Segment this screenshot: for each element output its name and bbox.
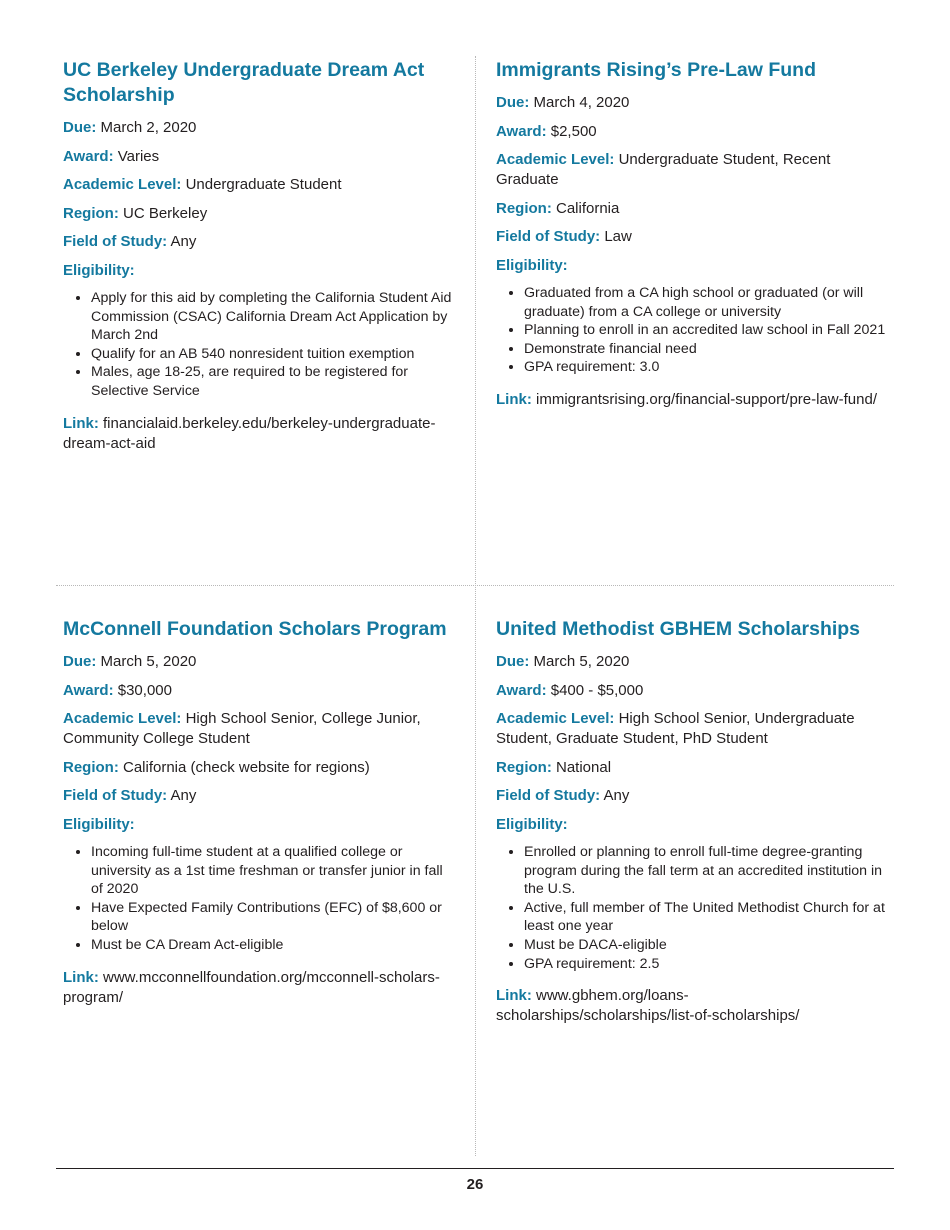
due-value: March 2, 2020 [100, 119, 197, 136]
region-field [496, 758, 886, 778]
region-label: Region: [63, 758, 119, 776]
eligibility-heading [496, 815, 886, 835]
footer-rule [56, 1168, 894, 1169]
eligibility-label: Eligibility: [496, 815, 568, 833]
academic-level-value: High School Senior, College Junior, Community College Student [63, 710, 421, 747]
eligibility-item: • Apply for this aid by completing the California Student Aid Commission (CSAC) California Dream Act Application by March 2nd [91, 289, 453, 345]
award-field [496, 122, 886, 142]
field-of-study-label: Field of Study: [496, 787, 601, 804]
eligibility-list [496, 284, 886, 377]
scholarship-title: McConnell Foundation Scholars Program [63, 618, 447, 640]
academic-level-label: Academic Level: [63, 710, 182, 727]
eligibility-label: Eligibility: [63, 261, 135, 279]
field-of-study-value: Law [604, 228, 632, 245]
eligibility-item: • Graduated from a CA high school or graduated (or will graduate) from a CA college or university [524, 284, 886, 321]
award-label: Award: [63, 147, 114, 165]
eligibility-heading [63, 261, 453, 281]
column-divider [475, 56, 476, 1156]
link-url[interactable]: immigrantsrising.org/financial-support/pre-law-fund/ [536, 390, 877, 408]
region-value: National [556, 758, 612, 776]
award-field [496, 681, 886, 701]
field-of-study-field [63, 232, 453, 252]
row-divider [56, 585, 894, 586]
award-value: $30,000 [117, 681, 172, 699]
eligibility-heading [496, 256, 886, 276]
eligibility-heading [63, 815, 453, 835]
eligibility-label: Eligibility: [496, 256, 568, 274]
due-label: Due: [496, 94, 530, 111]
academic-level-field [496, 150, 886, 190]
award-value: $400 - $5,000 [550, 681, 644, 699]
eligibility-item: • Active, full member of The United Methodist Church for at least one year [524, 899, 886, 936]
link-label: Link: [63, 414, 99, 432]
award-value: Varies [117, 147, 160, 165]
academic-level-label: Academic Level: [63, 176, 182, 193]
eligibility-item: • Qualify for an AB 540 nonresident tuition exemption [91, 345, 453, 364]
due-label: Due: [63, 119, 97, 136]
link-field [496, 390, 886, 410]
field-of-study-field [496, 227, 886, 247]
field-of-study-value: Any [603, 787, 630, 804]
link-field [63, 968, 453, 1008]
due-value: March 4, 2020 [533, 94, 630, 111]
scholarship-title: United Methodist GBHEM Scholarships [496, 618, 861, 640]
award-field [63, 681, 453, 701]
eligibility-item: • Males, age 18-25, are required to be registered for Selective Service [91, 363, 453, 400]
scholarship-card [496, 58, 886, 418]
eligibility-item: • GPA requirement: 3.0 [524, 358, 886, 377]
award-value: $2,500 [550, 122, 597, 140]
scholarship-card [496, 617, 886, 1035]
link-label: Link: [63, 968, 99, 986]
due-value: March 5, 2020 [100, 653, 197, 670]
due-field [496, 652, 886, 672]
eligibility-item: • Planning to enroll in an accredited law school in Fall 2021 [524, 321, 886, 340]
academic-level-value: Undergraduate Student, Recent Graduate [496, 151, 831, 188]
field-of-study-label: Field of Study: [496, 228, 601, 245]
field-of-study-value: Any [170, 787, 197, 804]
field-of-study-value: Any [170, 233, 197, 250]
scholarship-card [63, 58, 453, 462]
region-label: Region: [63, 204, 119, 222]
award-field [63, 147, 453, 167]
field-of-study-label: Field of Study: [63, 233, 168, 250]
link-url[interactable]: www.gbhem.org/loans-scholarships/scholarships/list-of-scholarships/ [496, 987, 800, 1025]
link-label: Link: [496, 390, 532, 408]
eligibility-item: • Enrolled or planning to enroll full-time degree-granting program during the fall term at an accredited institution in the U.S. [524, 843, 886, 899]
field-of-study-field [63, 786, 453, 806]
due-field [63, 118, 453, 138]
link-field [496, 986, 886, 1026]
academic-level-value: High School Senior, Undergraduate Student, Graduate Student, PhD Student [496, 710, 855, 747]
eligibility-item: • Must be CA Dream Act-eligible [91, 936, 453, 955]
eligibility-item: • Incoming full-time student at a qualified college or university as a 1st time freshman or transfer junior in fall of 2020 [91, 843, 453, 899]
region-value: California [556, 199, 620, 217]
due-field [63, 652, 453, 672]
eligibility-list [496, 843, 886, 973]
academic-level-label: Academic Level: [496, 151, 615, 168]
academic-level-value: Undergraduate Student [185, 176, 342, 193]
due-label: Due: [496, 653, 530, 670]
eligibility-label: Eligibility: [63, 815, 135, 833]
due-value: March 5, 2020 [533, 653, 630, 670]
scholarship-title: Immigrants Rising’s Pre-Law Fund [496, 59, 816, 81]
academic-level-label: Academic Level: [496, 710, 615, 727]
region-field [496, 199, 886, 219]
region-value: California (check website for regions) [123, 758, 370, 776]
eligibility-item: • Must be DACA-eligible [524, 936, 886, 955]
eligibility-item: • Have Expected Family Contributions (EFC) of $8,600 or below [91, 899, 453, 936]
field-of-study-label: Field of Study: [63, 787, 168, 804]
academic-level-field [496, 709, 886, 749]
scholarship-title: UC Berkeley Undergraduate Dream Act Scholarship [63, 59, 425, 106]
award-label: Award: [63, 681, 114, 699]
due-label: Due: [63, 653, 97, 670]
link-label: Link: [496, 987, 532, 1005]
region-value: UC Berkeley [123, 204, 208, 222]
eligibility-list [63, 289, 453, 401]
link-url[interactable]: financialaid.berkeley.edu/berkeley-undergraduate-dream-act-aid [63, 414, 436, 452]
region-field [63, 204, 453, 224]
region-field [63, 758, 453, 778]
link-field [63, 414, 453, 454]
region-label: Region: [496, 758, 552, 776]
scholarship-card [63, 617, 453, 1016]
eligibility-item: • Demonstrate financial need [524, 340, 886, 359]
field-of-study-field [496, 786, 886, 806]
academic-level-field [63, 709, 453, 749]
award-label: Award: [496, 122, 547, 140]
link-url[interactable]: www.mcconnellfoundation.org/mcconnell-scholars-program/ [63, 968, 440, 1006]
page-number: 26 [466, 1176, 484, 1193]
eligibility-item: • GPA requirement: 2.5 [524, 955, 886, 974]
region-label: Region: [496, 199, 552, 217]
academic-level-field [63, 175, 453, 195]
award-label: Award: [496, 681, 547, 699]
eligibility-list [63, 843, 453, 955]
due-field [496, 93, 886, 113]
